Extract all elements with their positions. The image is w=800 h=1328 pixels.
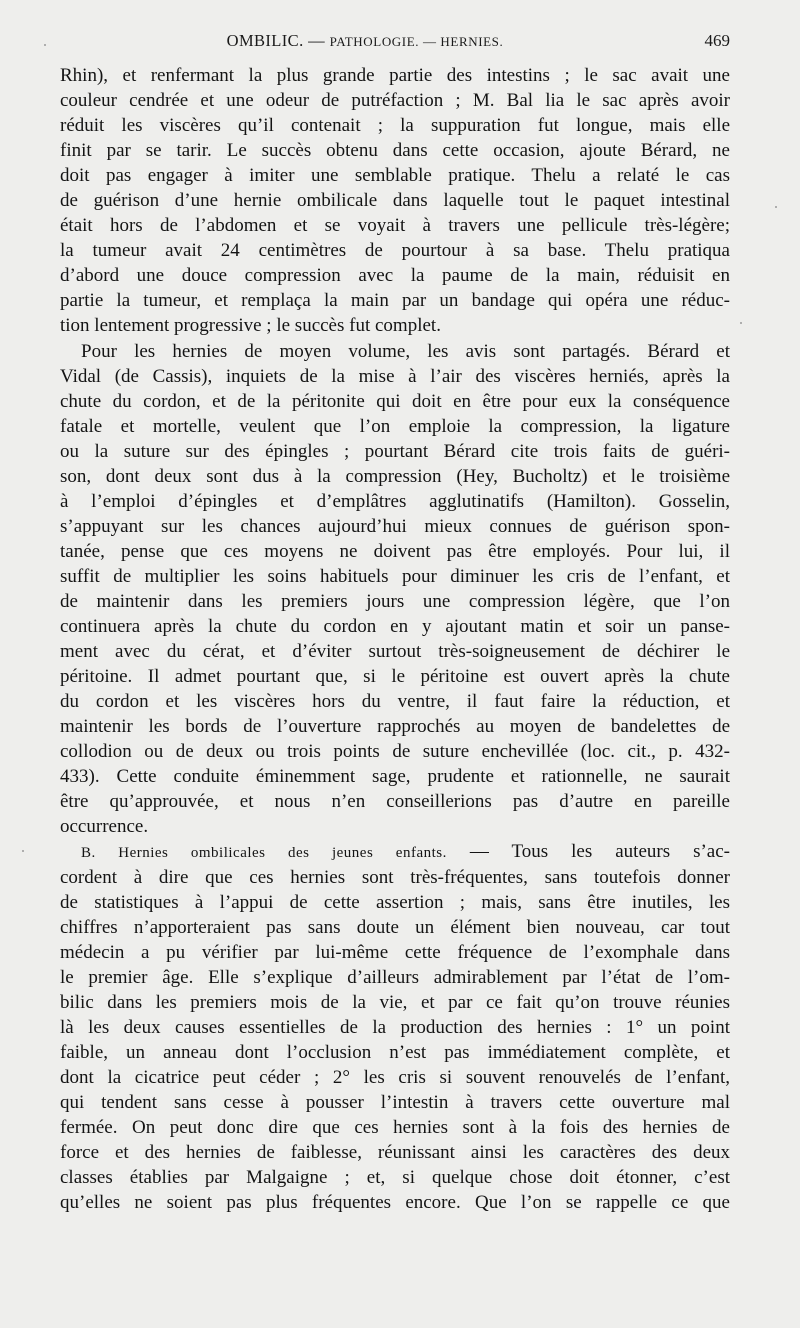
text-line: s’appuyant sur les chances aujourd’hui mieux connues de guérison spon- (60, 515, 730, 537)
text-line: Vidal (de Cassis), inquiets de la mise à l’air des viscères herniés, après la (60, 365, 730, 387)
running-head-main: OMBILIC. — (226, 31, 330, 50)
text-line: bilic dans les premiers mois de la vie, et par ce fait qu’on trouve réunies (60, 991, 730, 1013)
text-line: collodion ou de deux ou trois points de suture enchevillée (loc. cit., p. 432- (60, 741, 730, 763)
text-line: faible, un anneau dont l’occlusion n’est pas immédiatement complète, et (60, 1041, 730, 1063)
section-heading-line (60, 839, 730, 864)
text-line: doit pas engager à imiter une semblable pratique. Thelu a relaté le cas (60, 165, 730, 187)
body-text (60, 63, 730, 1215)
text-line: suffit de multiplier les soins habituels pour diminuer les cris de l’enfant, et (60, 565, 730, 587)
text-line: la tumeur avait 24 centimètres de pourtour à sa base. Thelu pratiqua (60, 240, 730, 262)
text-line: de statistiques à l’appui de cette assertion ; mais, sans être inutiles, les (60, 891, 730, 913)
page-number: 469 (704, 31, 730, 50)
paragraph-2 (60, 339, 730, 840)
page-header (60, 31, 730, 61)
text-line: son, dont deux sont dus à la compression (Hey, Bucholtz) et le troisième (60, 465, 730, 487)
running-head-section: PATHOLOGIE. — HERNIES. (329, 34, 504, 49)
text-line: Rhin), et renfermant la plus grande partie des intestins ; le sac avait une (60, 65, 730, 86)
text-line: du cordon et les viscères hors du ventre, il faut faire la réduction, et (60, 691, 730, 713)
text-line: Pour les hernies de moyen volume, les avis sont partagés. Bérard et (81, 340, 730, 362)
text-line: classes établies par Malgaigne ; et, si quelque chose doit étonner, c’est (60, 1167, 730, 1189)
text-line: tion lentement progressive ; le succès fut complet. (60, 315, 441, 337)
paragraph-1 (60, 63, 730, 339)
text-line: partie la tumeur, et remplaça la main par un bandage qui opéra une réduc- (60, 290, 730, 312)
text-line: médecin a pu vérifier par lui-même cette fréquence de l’exomphale dans (60, 941, 730, 963)
text-line: était hors de l’abdomen et se voyait à travers une pellicule très-légère; (60, 215, 730, 237)
text-line: maintenir les bords de l’ouverture rapprochés au moyen de bandelettes de (60, 716, 730, 738)
text-line: finit par se tarir. Le succès obtenu dans cette occasion, ajoute Bérard, ne (60, 140, 730, 162)
text-line: qu’elles ne soient pas plus fréquentes encore. Que l’on se rappelle ce que (60, 1192, 730, 1214)
text-line: continuera après la chute du cordon en y ajoutant matin et soir un panse- (60, 616, 730, 638)
text-line: dont la cicatrice peut céder ; 2° les cris si souvent renouvelés de l’enfant, (60, 1066, 730, 1088)
text-line: d’abord une douce compression avec la paume de la main, réduisit en (60, 265, 730, 287)
text-line: 433). Cette conduite éminemment sage, prudente et rationnelle, ne saurait (60, 766, 730, 788)
paper-speck (44, 44, 46, 46)
text-line: fermée. On peut donc dire que ces hernies sont à la fois des hernies de (60, 1116, 730, 1138)
text-line: occurrence. (60, 816, 149, 838)
heading-line-rest: — Tous les auteurs s’ac- (446, 841, 730, 863)
text-line: chiffres n’apporteraient pas sans doute un élément bien nouveau, car tout (60, 916, 730, 938)
text-line: chute du cordon, et de la péritonite qui doit en être pour eux la conséquence (60, 390, 730, 412)
section-heading: B. Hernies ombilicales des jeunes enfants. (81, 845, 447, 862)
text-line: réduit les viscères qu’il contenait ; la suppuration fut longue, mais elle (60, 115, 730, 137)
running-head (60, 31, 670, 51)
text-line: ou la suture sur des épingles ; pourtant Bérard cite trois faits de guéri- (60, 440, 730, 462)
text-line: de maintenir dans les premiers jours une compression légère, que l’on (60, 590, 730, 612)
text-line: de guérison d’une hernie ombilicale dans laquelle tout le paquet intestinal (60, 190, 730, 212)
paper-speck (22, 850, 24, 852)
text-line: qui tendent sans cesse à pousser l’intestin à travers cette ouverture mal (60, 1091, 730, 1113)
paper-speck (775, 206, 777, 208)
text-line: être qu’approuvée, et nous n’en conseillerions pas d’autre en pareille (60, 791, 730, 813)
text-line: couleur cendrée et une odeur de putréfaction ; M. Bal lia le sac après avoir (60, 90, 730, 112)
text-line: force et des hernies de faiblesse, réunissant ainsi les caractères des deux (60, 1142, 730, 1164)
text-line: ment avec du cérat, et d’éviter surtout très-soigneusement de déchirer le (60, 641, 730, 663)
text-line: cordent à dire que ces hernies sont très-fréquentes, sans toutefois donner (60, 866, 730, 888)
text-line: fatale et mortelle, veulent que l’on emploie la compression, la ligature (60, 415, 730, 437)
paragraph-3 (60, 839, 730, 1215)
text-line: péritoine. Il admet pourtant que, si le péritoine est ouvert après la chute (60, 666, 730, 688)
text-line: à l’emploi d’épingles et d’emplâtres agglutinatifs (Hamilton). Gosselin, (60, 490, 730, 512)
text-line: là les deux causes essentielles de la production des hernies : 1° un point (60, 1016, 730, 1038)
paper-speck (740, 322, 742, 324)
text-line: le premier âge. Elle s’explique d’ailleurs admirablement par l’état de l’om- (60, 966, 730, 988)
text-line: tanée, pense que ces moyens ne doivent pas être employés. Pour lui, il (60, 540, 730, 562)
